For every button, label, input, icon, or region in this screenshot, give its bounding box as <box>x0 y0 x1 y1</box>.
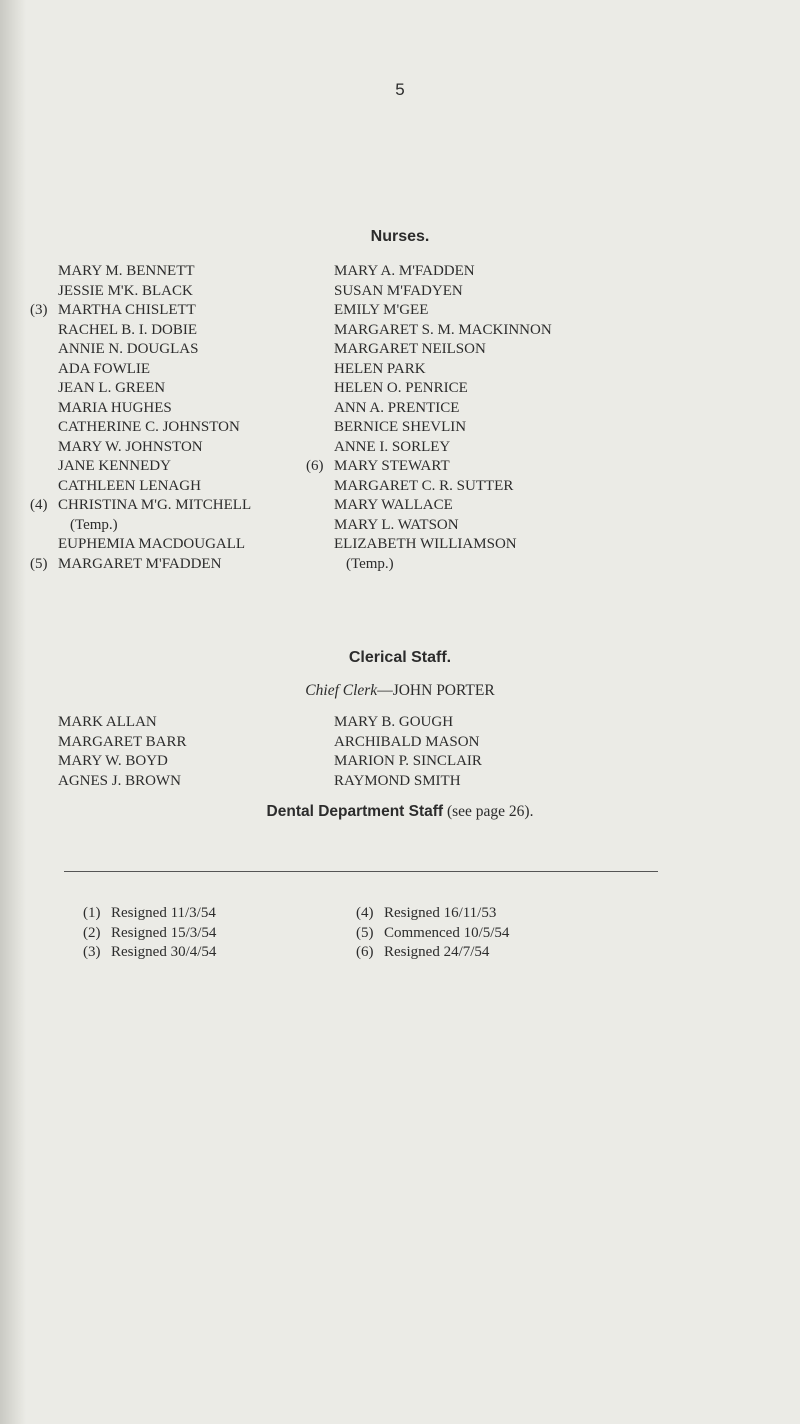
footnote-text: Resigned 11/3/54 <box>111 905 216 921</box>
footnote <box>83 924 216 944</box>
staff-list-item <box>306 301 552 321</box>
footnote-text: Resigned 16/11/53 <box>384 905 497 921</box>
footnote-number: (3) <box>83 944 101 960</box>
staff-list-item <box>30 438 251 458</box>
staff-name: MARGARET S. M. MACKINNON <box>334 321 552 338</box>
staff-list-item <box>306 555 552 575</box>
staff-name: HELEN O. PENRICE <box>334 380 468 396</box>
footnote-marker <box>30 438 58 458</box>
staff-name: ANN A. PRENTICE <box>334 399 460 416</box>
staff-name: MARTHA CHISLETT <box>58 302 196 318</box>
footnote-marker <box>306 496 334 516</box>
footnote-marker <box>306 516 334 536</box>
footnote <box>83 904 216 924</box>
clerical-staff-name: MARY W. BOYD <box>58 753 168 769</box>
footnote-marker <box>30 360 58 380</box>
footnote-number: (6) <box>356 944 374 960</box>
staff-name: MARY W. JOHNSTON <box>58 438 203 455</box>
footnote-marker: (4) <box>30 497 48 513</box>
staff-list-item <box>306 516 552 536</box>
footnote-text: Resigned 24/7/54 <box>384 944 490 960</box>
footnote-marker <box>30 262 58 282</box>
clerical-staff-name: MARION P. SINCLAIR <box>334 753 482 769</box>
page-edge-shadow <box>0 0 26 1424</box>
dental-staff-label: Dental Department Staff <box>266 803 444 820</box>
staff-list-item <box>30 321 251 341</box>
staff-name: MARGARET C. R. SUTTER <box>334 477 514 494</box>
chief-clerk-line <box>0 682 800 700</box>
footnote-divider <box>64 871 658 872</box>
chief-clerk-separator: — <box>377 682 393 699</box>
staff-name: MARY M. BENNETT <box>58 263 195 279</box>
footnote-number: (4) <box>356 905 374 921</box>
clerical-staff-name: MARY B. GOUGH <box>334 714 454 730</box>
staff-name: ANNIE N. DOUGLAS <box>58 341 199 357</box>
staff-list-item <box>30 477 251 497</box>
staff-list-item <box>30 516 251 536</box>
staff-list-item <box>306 477 552 497</box>
footnotes-left <box>83 904 216 963</box>
staff-list-item <box>306 438 552 458</box>
staff-name: CATHLEEN LENAGH <box>58 477 201 494</box>
staff-list-item <box>306 399 552 419</box>
staff-list-item <box>30 340 251 360</box>
footnote <box>83 943 216 963</box>
staff-list-item <box>306 282 552 302</box>
nurses-left-column <box>30 262 251 574</box>
footnote-marker <box>306 555 334 575</box>
footnote-text: Commenced 10/5/54 <box>384 924 510 941</box>
staff-name: MARY L. WATSON <box>334 516 459 533</box>
dental-staff-line <box>0 803 800 821</box>
staff-list-item <box>30 535 251 555</box>
footnote-marker <box>306 535 334 555</box>
clerical-staff-name: AGNES J. BROWN <box>58 772 181 789</box>
staff-name: JESSIE M'K. BLACK <box>58 282 193 299</box>
footnote-text: Resigned 30/4/54 <box>111 944 217 960</box>
staff-list-item <box>30 418 251 438</box>
footnote-marker <box>306 418 334 438</box>
footnote-marker: (3) <box>30 302 48 318</box>
footnote-marker <box>306 262 334 282</box>
staff-list-item <box>30 399 251 419</box>
footnote-text: Resigned 15/3/54 <box>111 924 217 941</box>
staff-name: ANNE I. SORLEY <box>334 438 451 455</box>
staff-name: JANE KENNEDY <box>58 458 171 474</box>
staff-name: RACHEL B. I. DOBIE <box>58 321 198 338</box>
footnote-marker <box>306 360 334 380</box>
footnote-marker <box>306 321 334 341</box>
staff-name: EUPHEMIA MACDOUGALL <box>58 536 246 552</box>
page-number: 5 <box>395 80 405 99</box>
dental-staff-note: (see page 26). <box>446 803 534 820</box>
footnote-number: (5) <box>356 924 374 941</box>
staff-list-item <box>30 301 251 321</box>
clerical-staff-name: ARCHIBALD MASON <box>334 733 480 750</box>
staff-list-item <box>30 360 251 380</box>
footnote-marker: (5) <box>30 555 48 572</box>
footnote-marker <box>30 477 58 497</box>
clerical-staff-name: MARGARET BARR <box>58 733 187 750</box>
staff-list-item <box>306 457 552 477</box>
staff-list-item <box>306 379 552 399</box>
footnote-marker <box>30 340 58 360</box>
footnote-marker <box>30 282 58 302</box>
staff-list-item <box>306 262 552 282</box>
staff-name: MARY STEWART <box>334 458 450 474</box>
footnote-marker <box>306 301 334 321</box>
footnote-marker <box>30 418 58 438</box>
staff-name: CHRISTINA M'G. MITCHELL <box>58 497 252 513</box>
staff-list-item <box>306 321 552 341</box>
clerical-left-column <box>58 713 187 791</box>
staff-name: SUSAN M'FADYEN <box>334 282 463 299</box>
staff-name: MARGARET M'FADDEN <box>58 555 222 572</box>
staff-list-item <box>30 555 251 575</box>
staff-name: (Temp.) <box>70 516 118 533</box>
footnotes-right <box>356 904 509 963</box>
footnote <box>356 924 509 944</box>
staff-list-item <box>30 457 251 477</box>
staff-name: CATHERINE C. JOHNSTON <box>58 419 240 435</box>
staff-name: MARY WALLACE <box>334 497 453 513</box>
footnote-marker <box>306 477 334 497</box>
staff-name: (Temp.) <box>346 555 394 572</box>
staff-list-item <box>306 535 552 555</box>
nurses-heading: Nurses. <box>370 228 430 245</box>
staff-name: MARIA HUGHES <box>58 399 172 416</box>
footnote-marker <box>30 399 58 419</box>
footnote <box>356 904 509 924</box>
staff-name: EMILY M'GEE <box>334 302 429 318</box>
clerical-staff-name: RAYMOND SMITH <box>334 772 461 789</box>
footnote-number: (2) <box>83 924 101 941</box>
chief-clerk-label: Chief Clerk <box>305 682 378 699</box>
footnote-marker <box>306 399 334 419</box>
staff-list-item <box>30 282 251 302</box>
staff-list-item <box>30 379 251 399</box>
staff-name: MARY A. M'FADDEN <box>334 263 475 279</box>
footnote-marker <box>306 340 334 360</box>
staff-list-item <box>306 418 552 438</box>
footnote-marker <box>30 516 58 536</box>
staff-list-item <box>306 496 552 516</box>
staff-name: MARGARET NEILSON <box>334 341 486 357</box>
footnote-marker <box>306 379 334 399</box>
staff-list-item <box>30 262 251 282</box>
footnote-marker <box>30 321 58 341</box>
clerical-staff-name: MARK ALLAN <box>58 714 157 730</box>
clerical-right-column <box>334 713 482 791</box>
footnote <box>356 943 509 963</box>
clerical-heading: Clerical Staff. <box>348 649 452 666</box>
footnote-marker <box>30 457 58 477</box>
staff-list-item <box>306 340 552 360</box>
staff-list-item <box>30 496 251 516</box>
staff-name: HELEN PARK <box>334 360 426 377</box>
footnote-marker <box>30 379 58 399</box>
staff-name: JEAN L. GREEN <box>58 380 166 396</box>
footnote-number: (1) <box>83 905 101 921</box>
staff-name: ELIZABETH WILLIAMSON <box>334 536 517 552</box>
footnote-marker: (6) <box>306 458 324 474</box>
nurses-right-column <box>306 262 552 574</box>
staff-name: ADA FOWLIE <box>58 360 151 377</box>
chief-clerk-name: JOHN PORTER <box>392 682 495 699</box>
staff-name: BERNICE SHEVLIN <box>334 419 467 435</box>
footnote-marker <box>30 535 58 555</box>
footnote-marker <box>306 438 334 458</box>
footnote-marker <box>306 282 334 302</box>
staff-list-item <box>306 360 552 380</box>
